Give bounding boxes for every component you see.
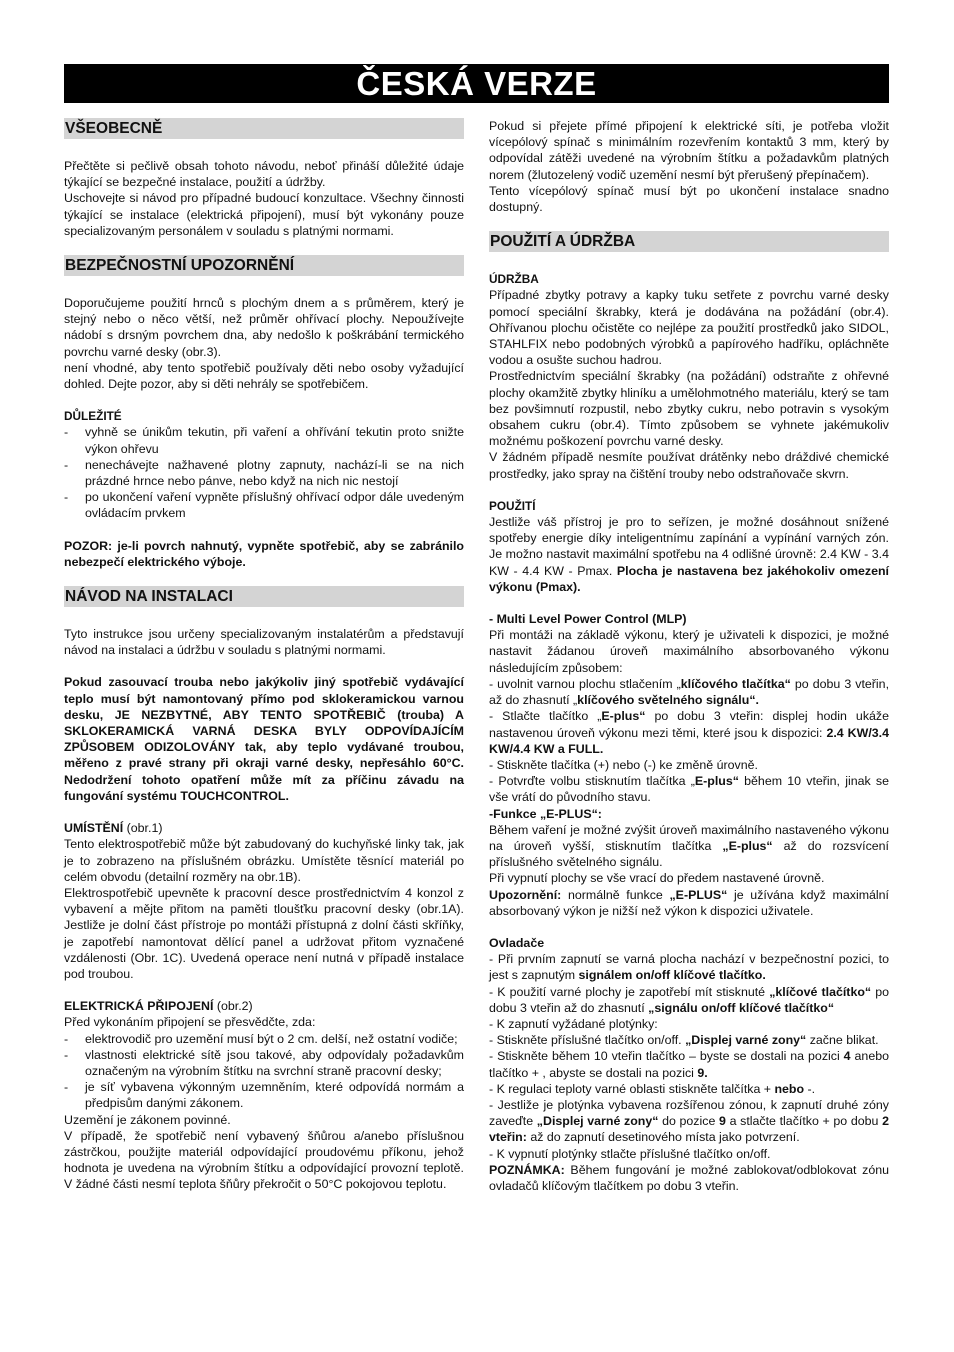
text-run-bold: 9 [719, 1114, 726, 1129]
ovladace-line-8: - K vypnutí plotýnky stlačte příslušné tlačítko on/off. [489, 1146, 771, 1161]
text-run-bold: E-plus“ [601, 709, 646, 724]
text-run: - Potvrďte volbu stisknutím tlačítka „ [489, 774, 695, 789]
text-run: - Při prvním zapnutí se varná plocha nachází v bezpečnostní pozici, to jest s zapnutým [489, 952, 889, 983]
text-run: - K použití varné plochy je zapotřebí mít stisknuté [489, 984, 770, 999]
paragraph: V případě, že spotřebič není vybavený šňůrou a/anebo příslušnou zástrčkou, použijte materiál odpovídající proudovému příkonu, jehož hodnota je uvedena na výrobním štítku a odpovídající provozní teplotě. V žádné části nesmí teplota šňůry překročit o 50°C pokojovou teplotu. [64, 1128, 464, 1192]
paragraph: Uschovejte si návod pro případné budoucí konzultace. Všechny činnosti týkající se instalace (elektrická připojení), musí být vykonány pouze specializovaným personálem v souladu s platnými normami. [64, 191, 464, 238]
list-item: - po ukončení vaření vypněte příslušný ohřívací odpor dále uvedeným ovládacím prvkem [64, 489, 464, 521]
text-run-bold: „Displej varné zony“ [685, 1033, 807, 1048]
text-run: Během fungování je možné zablokovat/odblokovat zónu ovladačů klíčovým tlačítkem po dobu 3 vteřin. [489, 1162, 889, 1193]
ovladace-note [489, 1162, 889, 1194]
text-run-bold: „E-PLUS“ [669, 887, 728, 902]
subheading-mlp: - Multi Level Power Control (MLP) [489, 612, 687, 627]
warning-pozor: POZOR: je-li povrch nahnutý, vypněte spotřebič, aby se zabránilo nebezpečí elektrického výboje. [64, 538, 464, 569]
mlp-step-2 [489, 708, 889, 757]
paragraph: Při vypnutí plochy se vše vrací do předem nastavené úrovně. [489, 871, 825, 886]
umisteni-title: UMÍSTĚNÍ [64, 821, 124, 836]
text-run-bold: POZNÁMKA: [489, 1162, 565, 1177]
umisteni-ref: (obr.1) [123, 821, 163, 836]
text-run: a stlačte tlačítko + po dobu [725, 1114, 883, 1129]
text-run: - Stlačte tlačítko „ [489, 709, 602, 724]
text-run: normálně funkce [561, 887, 670, 902]
text-run-bold: Upozornění: [489, 887, 562, 902]
ovladace-line-3: - K zapnutí vyžádané plotýnky: [489, 1016, 658, 1031]
text-run: po dobu 3 vteřin, až do zhasnutí „ [489, 676, 890, 708]
right-column [489, 118, 889, 1194]
text-run: po dobu 3 vteřin: displej hodin ukáže nastavenou úroveň výkonu mezi těmi, které jsou k dispozici: [489, 709, 889, 740]
paragraph [489, 514, 889, 595]
paragraph: Uzemění je zákonem povinné. [64, 1112, 231, 1127]
left-column [64, 118, 464, 1193]
text-run: - Jestliže je plotýnka vybavena rozšířenou zónou, k zapnutí druhé zóny zaveďte [489, 1097, 889, 1129]
paragraph: není vhodné, aby tento spotřebič používaly děti nebo osoby vyžadující dohled. Dejte pozor, aby si děti nehrály se spotřebičem. [64, 360, 464, 392]
text-run-bold: signálem on/off klíčové tlačítko. [578, 968, 766, 983]
ovladace-line-6 [489, 1081, 889, 1097]
subheading-umisteni [64, 820, 464, 836]
section-heading-vseobecne: VŠEOBECNĚ [64, 118, 464, 139]
text-run-bold: klíčového tlačítka“ [680, 676, 791, 691]
paragraph: Elektrospotřebič upevněte k pracovní desce prostřednictvím 4 konzol z vybavení a mějte přitom na paměti tloušťku pracovní desky (obr.1A). Jestliže je dolní část přístroje po montáži přístupná z dolní části skříňky, je zapotřebí namontovat dělící panel a udržovat přitom vyznačené vzdálenosti (Obr. 1C). Uvedená operace není nutná v případě instalace pod troubou. [64, 885, 464, 981]
section-heading-pouziti-udrzba: POUŽITÍ A ÚDRŽBA [489, 231, 889, 252]
subheading-ovladace: Ovladače [489, 935, 545, 950]
mlp-step-4 [489, 773, 889, 805]
ovladace-line-7 [489, 1097, 889, 1146]
text-run-bold: 2 vteřin: [489, 1114, 889, 1145]
section-heading-bezpecnost: BEZPEČNOSTNÍ UPOZORNĚNÍ [64, 255, 464, 276]
warning-izolace: Pokud zasouvací trouba nebo jakýkoliv jiný spotřebič vydávající teplo musí být namontovaný přímo pod sklokeramickou varnou desku, JE NEZBYTNÉ, ABY TENTO SPOTŘEBIČ (trouba) A SKLOKERAMICKÁ VARNÁ DESKA BYLY ODPOVÍDAJÍCÍM ZPŮSOBEM ODIZOLOVÁNY tak, aby teplo vydávané troubou, měřeno z pravé strany při okraji varné desky, nepřesáhlo 60°C. Nedodržení tohoto opatření může mít za příčinu závadu na fungování systému TOUCHCONTROL. [64, 675, 464, 803]
dulezite-list [64, 424, 464, 521]
ovladace-line-2 [489, 984, 889, 1016]
text-run: do pozice [658, 1114, 720, 1129]
text-run: je užívána když maximální absorbovaný výkon je nižší než výkon k dispozici uživatele. [489, 887, 889, 918]
list-item: - nenechávejte nažhavené plotny zapnuty, nachází-li se na nich prázdné hrnce nebo pánve, nebo když na nich nic nestojí [64, 457, 464, 489]
ovladace-line-4 [489, 1032, 889, 1048]
subheading-elektro [64, 998, 464, 1014]
paragraph: Prostřednictvím speciální škrabky (na požádání) odstraňte z ohřevné plochy okamžitě zbytky hliníku a umělohmotného materiálu, který se tam bez povšimnutí rozpustil, nebo zbytky cukru, nebo potravin s vysokým obsahem cukru (obr.4). Tímto způsobem se vyhnete jakémukoliv možnému poškození povrchu varné desky. [489, 369, 889, 449]
text-run: anebo tlačítko + , abyste se dostali na pozici [489, 1049, 889, 1080]
paragraph: Před vykonáním připojení se přesvědčte, zda: [64, 1015, 316, 1030]
subheading-pouziti: POUŽITÍ [489, 498, 536, 513]
paragraph: Přečtěte si pečlivě obsah tohoto návodu, neboť přináší důležité údaje týkající se bezpečné instalace, použití a údržby. [64, 159, 464, 190]
elektro-title: ELEKTRICKÁ PŘIPOJENÍ [64, 999, 214, 1014]
text-run-bold: „E-plus“ [722, 838, 773, 853]
text-run: Během vaření je možné zvýšit úroveň maximálního nastaveného výkonu na úroveň vyšší, stisknutím tlačítka [489, 822, 889, 853]
text-run-bold: 2.4 KW/3.4 KW/4.4 KW a FULL. [489, 725, 889, 756]
paragraph [489, 822, 889, 871]
text-run: Jestliže váš přístroj je pro to seřízen, je možné dosáhnout snížené spotřeby energie díky inteligentnímu zapínání a vypínání varných zón. Je možno nastavit maximální spotřebu na 4 odlišné úrovně: 2.4 KW - 3.4 KW - 4.4 KW - Pmax. [489, 515, 889, 578]
text-run-bold: 4 [843, 1049, 851, 1064]
paragraph: Případné zbytky potravy a kapky tuku setřete z povrchu varné desky pomocí speciální škrabky, která je dodávána na požádání (obr.4). Ohřívanou plochu očistěte co nejlépe za použití prostředků jako SIDOL, STAHLFIX nebo podobných výrobků a papírového hadříku, opláchněte vodou a osušte suchou hadrou. [489, 288, 889, 368]
text-run: - uvolnit varnou plochu stlačením „ [489, 676, 681, 691]
paragraph: Doporučujeme použití hrnců s plochým dnem a s průměrem, který je stejný nebo o něco větší, než průměr ohřívací plochy. Nepoužívejte nádobí s drsným povrchem dna, aby nedošlo k poškrábání termického povrchu varné desky (obr.3). [64, 296, 464, 359]
text-run: po dobu 3 vteřin až do zhasnutí [489, 984, 889, 1015]
paragraph: V žádném případě nesmíte používat drátěnky nebo dráždivé chemické prostředky, jako spray na čištění trouby nebo odstraňovače skvrn. [489, 450, 889, 481]
elektro-list [64, 1031, 464, 1112]
section-heading-instalace: NÁVOD NA INSTALACI [64, 586, 464, 607]
text-run: začne blikat. [806, 1033, 879, 1048]
subheading-eplus: -Funkce „E-PLUS“: [489, 806, 602, 821]
list-item: - vlastnosti elektrické sítě jsou takové, aby odpovídaly požadavkům označeným na výrobním štítku na svrchní straně pracovní desky; [64, 1047, 464, 1079]
paragraph: Tento elektrospotřebič může být zabudovaný do kuchyňské linky tak, jak je to zobrazeno na příslušném obrázku. Umístěte těsnící materiál po celém obvodu (detailní rozměry na obr.1B). [64, 837, 464, 884]
text-run: - K regulaci teploty varné oblasti stiskněte talčítka + [489, 1081, 775, 1096]
mlp-step-3: - Stiskněte tlačítka (+) nebo (-) ke změně úrovně. [489, 757, 758, 772]
mlp-step-1 [489, 676, 889, 708]
paragraph [489, 887, 889, 919]
page-title: ČESKÁ VERZE [64, 64, 889, 103]
text-run: - Stiskněte příslušné tlačítko on/off. [489, 1033, 686, 1048]
text-run-bold: klíčového světelného signálu“. [577, 693, 759, 708]
paragraph: Pokud si přejete přímé připojení k elektrické síti, je potřeba vložit vícepólový spínač s minimálním rozevřením kontaktů 3 mm, který by odpovídal zátěži uvedené na výrobním štítku a požadavkům platných norem (žlutozelený vodič uzemění nesmí být přerušený přepínačem). [489, 119, 889, 182]
text-run-bold: „klíčové tlačítko“ [769, 984, 872, 999]
text-run-bold: „Displej varné zony“ [536, 1114, 659, 1129]
text-run-bold: E-plus“ [694, 774, 739, 789]
paragraph: Při montáži na základě výkonu, který je uživateli k dispozici, je možné nastavit žádanou úroveň maximálního absorbovaného výkonu následujícím způsobem: [489, 628, 889, 675]
subheading-udrzba: ÚDRŽBA [489, 272, 539, 287]
ovladace-line-1 [489, 951, 889, 983]
elektro-ref: (obr.2) [213, 999, 253, 1014]
subheading-dulezite: DŮLEŽITÉ [64, 409, 122, 424]
text-run-bold: 9. [697, 1065, 708, 1080]
text-run: až do zapnutí desetinového místa jako potvrzení. [526, 1130, 800, 1145]
text-run: -. [804, 1081, 816, 1096]
text-run: - Stiskněte během 10 vteřin tlačítko – byste se dostali na pozici [489, 1049, 844, 1064]
text-run-bold: Plocha je nastavena bez jakéhokoliv omezení výkonu (Pmax). [489, 563, 889, 594]
text-run: během 10 vteřin, jinak se vše vrátí do původního stavu. [489, 774, 889, 805]
ovladace-line-5 [489, 1048, 889, 1080]
text-run: až do rozsvícení příslušného světelného signálu. [489, 838, 889, 870]
list-item: - je síť vybavena výkonným uzemněním, které odpovídá normám a předpisům danými zákonem. [64, 1079, 464, 1111]
paragraph: Tyto instrukce jsou určeny specializovaným instalatérům a představují návod na instalaci a údržbu v souladu s platnými normami. [64, 627, 464, 658]
list-item: - elektrovodič pro uzemění musí být o 2 cm. delší, než ostatní vodiče; [64, 1031, 464, 1047]
text-run-bold: „signálu on/off klíčové tlačítko“ [648, 1000, 835, 1015]
list-item: - vyhně se únikům tekutin, při vaření a ohřívání tekutin proto snižte výkon ohřevu [64, 424, 464, 456]
paragraph: Tento vícepólový spínač musí být po ukončení instalace snadno dostupný. [489, 183, 889, 215]
text-run-bold: nebo [774, 1081, 805, 1096]
